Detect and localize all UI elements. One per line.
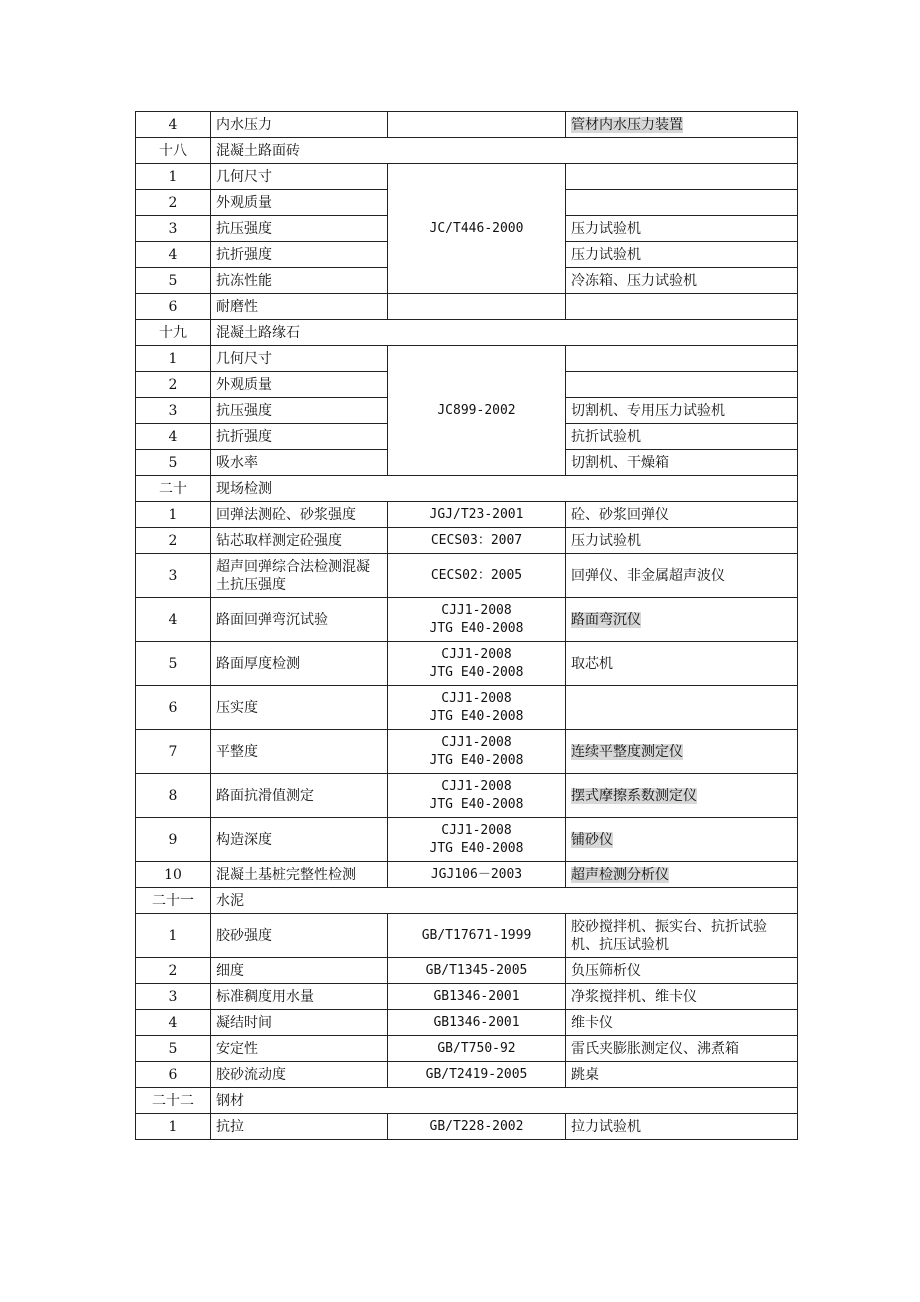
test-item: 构造深度: [211, 818, 388, 862]
section-row: [136, 888, 798, 914]
table-row: [136, 346, 798, 372]
test-item: 胶砂流动度: [211, 1062, 388, 1088]
test-item: 抗冻性能: [211, 268, 388, 294]
row-number: 6: [136, 1062, 211, 1088]
row-number: 1: [136, 914, 211, 958]
test-item: 几何尺寸: [211, 164, 388, 190]
equipment: 路面弯沉仪: [566, 598, 798, 642]
row-number: 1: [136, 502, 211, 528]
test-item: 标准稠度用水量: [211, 984, 388, 1010]
table-row: [136, 818, 798, 862]
test-item: 胶砂强度: [211, 914, 388, 958]
test-item: 耐磨性: [211, 294, 388, 320]
equipment: 连续平整度测定仪: [566, 730, 798, 774]
test-item: 平整度: [211, 730, 388, 774]
test-item: 抗折强度: [211, 424, 388, 450]
equipment: 取芯机: [566, 642, 798, 686]
equipment: 铺砂仪: [566, 818, 798, 862]
test-item: 吸水率: [211, 450, 388, 476]
equipment: 拉力试验机: [566, 1114, 798, 1140]
standard-code: JGJ106－2003: [388, 862, 566, 888]
test-item: 回弹法测砼、砂浆强度: [211, 502, 388, 528]
standard-code: GB/T750-92: [388, 1036, 566, 1062]
row-number: 5: [136, 268, 211, 294]
row-number: 5: [136, 450, 211, 476]
test-item: 路面厚度检测: [211, 642, 388, 686]
row-number: 1: [136, 164, 211, 190]
table-row: [136, 642, 798, 686]
section-number: 十八: [136, 138, 211, 164]
test-item: 路面回弹弯沉试验: [211, 598, 388, 642]
test-item: 钻芯取样测定砼强度: [211, 528, 388, 554]
row-number: 2: [136, 528, 211, 554]
standard-code: JC899-2002: [388, 346, 566, 476]
equipment: [566, 164, 798, 190]
test-item: 安定性: [211, 1036, 388, 1062]
table-row: [136, 1036, 798, 1062]
test-item: 外观质量: [211, 190, 388, 216]
table-row: [136, 686, 798, 730]
standard-code: [388, 294, 566, 320]
equipment: 管材内水压力装置: [566, 112, 798, 138]
row-number: 8: [136, 774, 211, 818]
equipment: 跳桌: [566, 1062, 798, 1088]
standard-code: CJJ1-2008 JTG E40-2008: [388, 686, 566, 730]
row-number: 4: [136, 112, 211, 138]
equipment: 超声检测分析仪: [566, 862, 798, 888]
row-number: 5: [136, 642, 211, 686]
section-number: 二十一: [136, 888, 211, 914]
table-row: [136, 984, 798, 1010]
row-number: 3: [136, 984, 211, 1010]
section-title: 现场检测: [211, 476, 798, 502]
standard-code: CJJ1-2008 JTG E40-2008: [388, 642, 566, 686]
standard-code: [388, 112, 566, 138]
test-item: 外观质量: [211, 372, 388, 398]
row-number: 9: [136, 818, 211, 862]
equipment: 净浆搅拌机、维卡仪: [566, 984, 798, 1010]
standard-code: CJJ1-2008 JTG E40-2008: [388, 774, 566, 818]
section-title: 钢材: [211, 1088, 798, 1114]
standard-code: GB1346-2001: [388, 984, 566, 1010]
standard-code: GB1346-2001: [388, 1010, 566, 1036]
row-number: 1: [136, 1114, 211, 1140]
section-title: 混凝土路面砖: [211, 138, 798, 164]
standard-code: CECS02：2005: [388, 554, 566, 598]
equipment: 摆式摩擦系数测定仪: [566, 774, 798, 818]
equipment: [566, 190, 798, 216]
standard-code: CJJ1-2008 JTG E40-2008: [388, 818, 566, 862]
standard-code: CECS03：2007: [388, 528, 566, 554]
standard-code: GB/T1345-2005: [388, 958, 566, 984]
equipment: [566, 372, 798, 398]
table-row: [136, 164, 798, 190]
equipment: 回弹仪、非金属超声波仪: [566, 554, 798, 598]
table-row: [136, 528, 798, 554]
standard-code: JC/T446-2000: [388, 164, 566, 294]
equipment: [566, 294, 798, 320]
row-number: 2: [136, 372, 211, 398]
test-item: 内水压力: [211, 112, 388, 138]
section-row: [136, 320, 798, 346]
row-number: 7: [136, 730, 211, 774]
row-number: 6: [136, 686, 211, 730]
test-item: 压实度: [211, 686, 388, 730]
equipment: [566, 346, 798, 372]
row-number: 10: [136, 862, 211, 888]
standard-code: CJJ1-2008 JTG E40-2008: [388, 730, 566, 774]
test-item: 抗压强度: [211, 216, 388, 242]
standard-code: GB/T228-2002: [388, 1114, 566, 1140]
section-title: 水泥: [211, 888, 798, 914]
section-number: 二十: [136, 476, 211, 502]
row-number: 2: [136, 190, 211, 216]
test-item: 抗压强度: [211, 398, 388, 424]
equipment: 抗折试验机: [566, 424, 798, 450]
equipment: 切割机、专用压力试验机: [566, 398, 798, 424]
table-row: [136, 730, 798, 774]
table-row: [136, 862, 798, 888]
standard-code: GB/T2419-2005: [388, 1062, 566, 1088]
table-row: [136, 774, 798, 818]
table-row: [136, 554, 798, 598]
row-number: 2: [136, 958, 211, 984]
equipment: 雷氏夹膨胀测定仪、沸煮箱: [566, 1036, 798, 1062]
standard-code: CJJ1-2008 JTG E40-2008: [388, 598, 566, 642]
row-number: 3: [136, 216, 211, 242]
row-number: 3: [136, 398, 211, 424]
row-number: 5: [136, 1036, 211, 1062]
equipment: 压力试验机: [566, 216, 798, 242]
table-row: [136, 1114, 798, 1140]
equipment: 砼、砂浆回弹仪: [566, 502, 798, 528]
section-number: 十九: [136, 320, 211, 346]
test-item: 路面抗滑值测定: [211, 774, 388, 818]
row-number: 4: [136, 424, 211, 450]
row-number: 6: [136, 294, 211, 320]
test-item: 抗折强度: [211, 242, 388, 268]
equipment: 冷冻箱、压力试验机: [566, 268, 798, 294]
table-row: [136, 914, 798, 958]
test-item: 超声回弹综合法检测混凝土抗压强度: [211, 554, 388, 598]
row-number: 4: [136, 1010, 211, 1036]
equipment: 胶砂搅拌机、振实台、抗折试验机、抗压试验机: [566, 914, 798, 958]
test-item: 几何尺寸: [211, 346, 388, 372]
equipment: 压力试验机: [566, 528, 798, 554]
table-row: [136, 502, 798, 528]
row-number: 3: [136, 554, 211, 598]
table-row: [136, 598, 798, 642]
equipment: 负压筛析仪: [566, 958, 798, 984]
test-standards-table: [135, 111, 798, 1140]
row-number: 4: [136, 242, 211, 268]
table-row: [136, 958, 798, 984]
table-row: [136, 112, 798, 138]
standard-code: JGJ/T23-2001: [388, 502, 566, 528]
section-row: [136, 1088, 798, 1114]
table-row: [136, 294, 798, 320]
equipment: 维卡仪: [566, 1010, 798, 1036]
equipment: [566, 686, 798, 730]
section-title: 混凝土路缘石: [211, 320, 798, 346]
test-item: 抗拉: [211, 1114, 388, 1140]
test-item: 混凝土基桩完整性检测: [211, 862, 388, 888]
section-row: [136, 476, 798, 502]
row-number: 4: [136, 598, 211, 642]
equipment: 切割机、干燥箱: [566, 450, 798, 476]
table-row: [136, 1062, 798, 1088]
table-row: [136, 1010, 798, 1036]
test-item: 凝结时间: [211, 1010, 388, 1036]
row-number: 1: [136, 346, 211, 372]
test-item: 细度: [211, 958, 388, 984]
section-number: 二十二: [136, 1088, 211, 1114]
section-row: [136, 138, 798, 164]
standard-code: GB/T17671-1999: [388, 914, 566, 958]
equipment: 压力试验机: [566, 242, 798, 268]
